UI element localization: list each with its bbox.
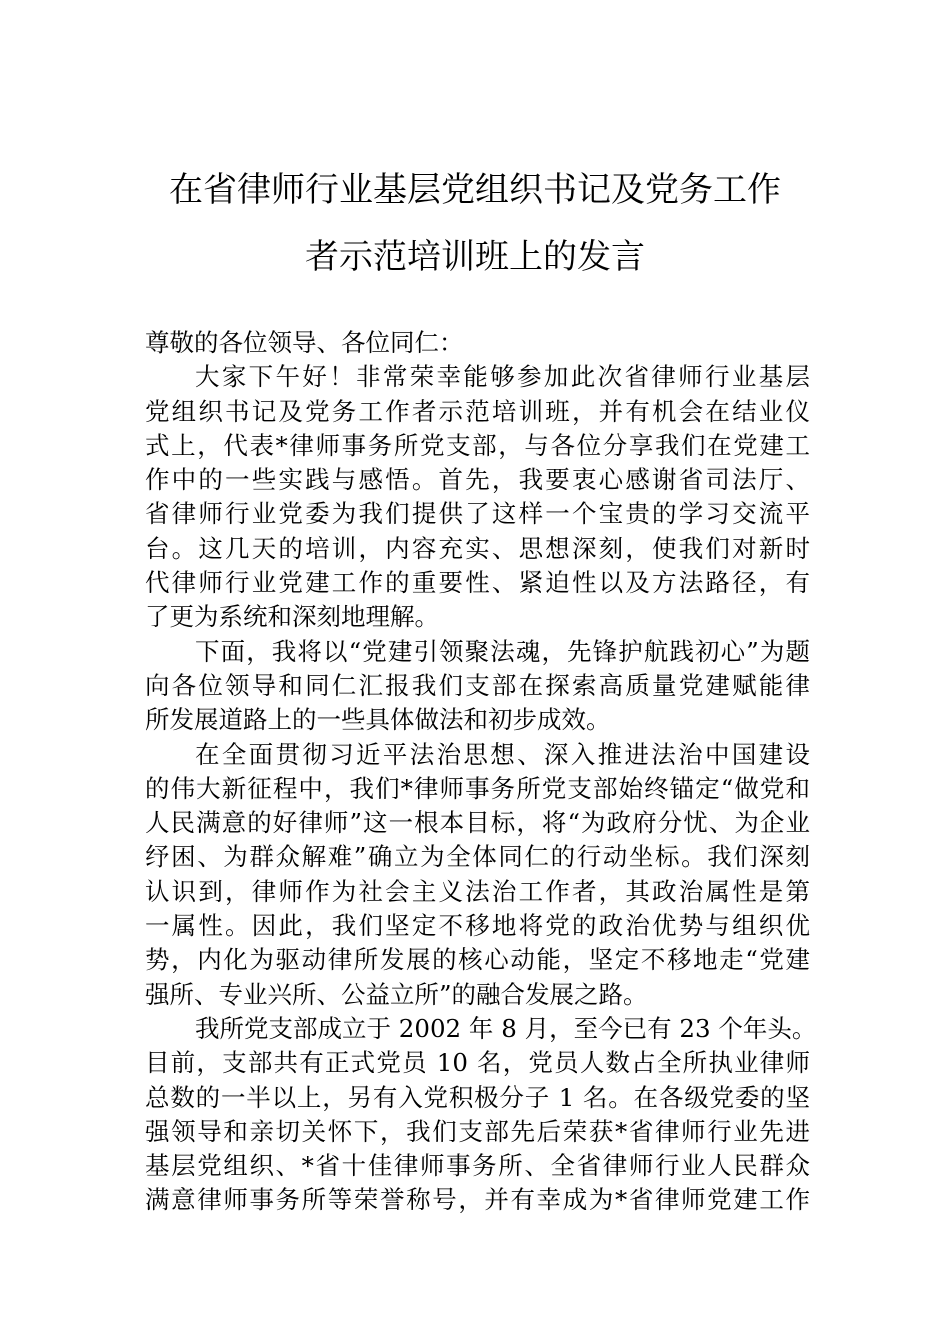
paragraph-line: 所发展道路上的一些具体做法和初步成效。 [145, 705, 611, 735]
paragraph-4 [145, 1012, 817, 1218]
salutation: 尊敬的各位领导、各位同仁： [145, 328, 464, 357]
paragraph-line: 强领导和亲切关怀下，我们支部先后荣获*省律师行业先进 [145, 1116, 810, 1146]
document-title-line-2: 者示范培训班上的发言 [305, 237, 645, 277]
paragraph-1 [145, 360, 810, 634]
paragraph-line: 代律师行业党建工作的重要性、紧迫性以及方法路径，有 [145, 568, 810, 598]
paragraph-line: 了更为系统和深刻地理解。 [145, 602, 439, 632]
paragraph-line: 台。这几天的培训，内容充实、思想深刻，使我们对新时 [145, 533, 810, 563]
paragraph-3 [145, 738, 810, 1012]
paragraph-line: 满意律师事务所等荣誉称号，并有幸成为*省律师党建工作 [145, 1185, 810, 1215]
paragraph-line: 势，内化为驱动律所发展的核心动能，坚定不移地走“党建 [145, 945, 810, 975]
document-body [145, 326, 817, 1218]
paragraph-line: 在全面贯彻习近平法治思想、深入推进法治中国建设 [195, 739, 810, 769]
paragraph-line: 的伟大新征程中，我们*律师事务所党支部始终锚定“做党和 [145, 773, 810, 803]
paragraph-line: 目前，支部共有正式党员 10 名，党员人数占全所执业律师 [145, 1048, 810, 1078]
paragraph-line: 下面，我将以“党建引领聚法魂，先锋护航践初心”为题 [195, 636, 810, 666]
paragraph-line: 强所、专业兴所、公益立所”的融合发展之路。 [145, 979, 648, 1009]
document-title-line-1: 在省律师行业基层党组织书记及党务工作 [169, 170, 781, 210]
paragraph-line: 认识到，律师作为社会主义法治工作者，其政治属性是第 [145, 876, 810, 906]
paragraph-line: 纾困、为群众解难”确立为全体同仁的行动坐标。我们深刻 [145, 842, 810, 872]
paragraph-line: 党组织书记及党务工作者示范培训班，并有机会在结业仪 [145, 396, 810, 426]
paragraph-line: 人民满意的好律师”这一根本目标，将“为政府分忧、为企业 [145, 808, 810, 838]
paragraph-line: 总数的一半以上，另有入党积极分子 1 名。在各级党委的坚 [145, 1082, 810, 1112]
paragraph-line: 我所党支部成立于 2002 年 8 月，至今已有 23 个年头。 [195, 1013, 817, 1043]
paragraph-line: 式上，代表*律师事务所党支部，与各位分享我们在党建工 [145, 430, 810, 460]
paragraph-line: 作中的一些实践与感悟。首先，我要衷心感谢省司法厅、 [145, 465, 810, 495]
paragraph-line: 省律师行业党委为我们提供了这样一个宝贵的学习交流平 [145, 499, 810, 529]
paragraph-line: 向各位领导和同仁汇报我们支部在探索高质量党建赋能律 [145, 670, 810, 700]
paragraph-line: 一属性。因此，我们坚定不移地将党的政治优势与组织优 [145, 911, 810, 941]
paragraph-line: 基层党组织、*省十佳律师事务所、全省律师行业人民群众 [145, 1151, 810, 1181]
paragraph-line: 大家下午好！非常荣幸能够参加此次省律师行业基层 [195, 362, 810, 392]
paragraph-2 [145, 635, 810, 738]
